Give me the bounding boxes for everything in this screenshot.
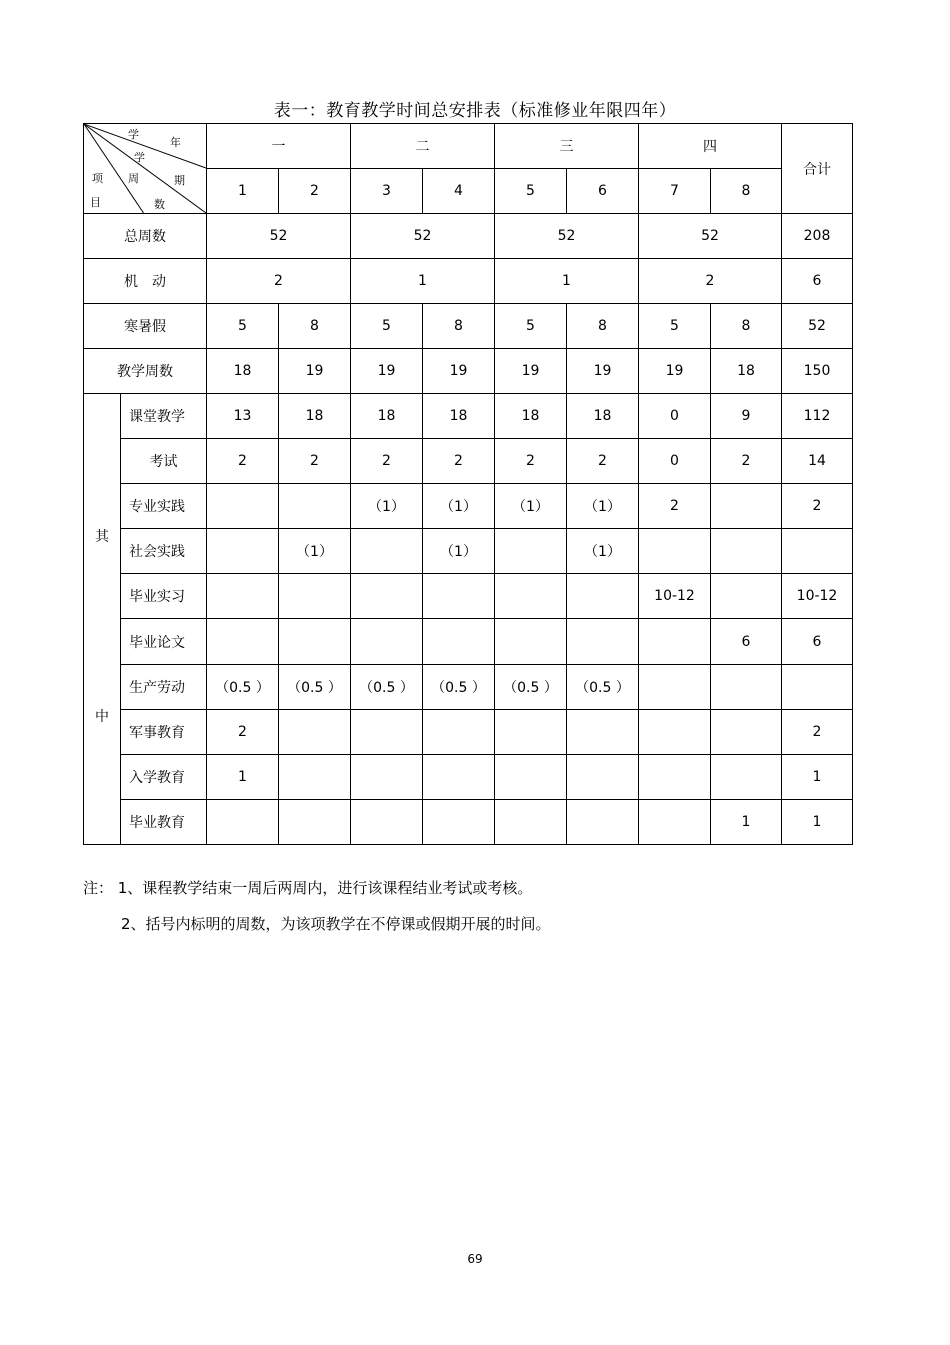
sub-row xyxy=(84,574,853,619)
table-cell xyxy=(207,619,279,664)
table-cell: 18 xyxy=(711,349,782,394)
table-cell xyxy=(495,709,567,754)
group-label-bottom: 中 xyxy=(95,709,109,725)
table-cell: 5 xyxy=(639,304,711,349)
page-number: 69 xyxy=(467,1252,483,1266)
sub-row-label: 考试 xyxy=(121,439,207,484)
table-cell: 2 xyxy=(279,439,351,484)
table-cell xyxy=(279,619,351,664)
total-cell: 2 xyxy=(782,709,853,754)
group-label-cell xyxy=(84,394,121,845)
sub-row xyxy=(84,484,853,529)
table-cell xyxy=(207,574,279,619)
table-cell xyxy=(495,619,567,664)
table-cell xyxy=(711,754,782,799)
table-cell: 5 xyxy=(495,304,567,349)
table-cell: 8 xyxy=(567,304,639,349)
table-cell: （0.5 ） xyxy=(351,664,423,709)
table-cell: 2 xyxy=(495,439,567,484)
semester-header: 6 xyxy=(567,169,639,214)
total-cell: 150 xyxy=(782,349,853,394)
row-label: 教学周数 xyxy=(84,349,207,394)
table-cell xyxy=(207,529,279,574)
row-label: 寒暑假 xyxy=(84,304,207,349)
sub-row-label: 毕业实习 xyxy=(121,574,207,619)
total-cell: 208 xyxy=(782,214,853,259)
table-title: 表一：教育教学时间总安排表（标准修业年限四年） xyxy=(273,101,677,121)
table-cell: （0.5 ） xyxy=(567,664,639,709)
total-cell: 2 xyxy=(782,484,853,529)
year-header: 一 xyxy=(207,124,351,169)
diagonal-header-cell xyxy=(84,124,207,214)
table-cell: 8 xyxy=(711,304,782,349)
table-cell xyxy=(495,799,567,844)
table-cell: （0.5 ） xyxy=(423,664,495,709)
table-cell: 6 xyxy=(711,619,782,664)
table-cell xyxy=(279,574,351,619)
table-cell: 8 xyxy=(423,304,495,349)
total-header: 合计 xyxy=(782,124,853,214)
total-cell: 14 xyxy=(782,439,853,484)
table-cell xyxy=(567,574,639,619)
table-cell: 52 xyxy=(207,214,351,259)
table-cell: 0 xyxy=(639,394,711,439)
table-cell: 19 xyxy=(567,349,639,394)
table-cell xyxy=(711,484,782,529)
table-cell: 5 xyxy=(351,304,423,349)
table-cell xyxy=(567,799,639,844)
sub-row-label: 毕业论文 xyxy=(121,619,207,664)
semester-header: 1 xyxy=(207,169,279,214)
sub-row xyxy=(84,709,853,754)
table-cell: 19 xyxy=(639,349,711,394)
table-cell xyxy=(639,799,711,844)
year-header: 三 xyxy=(495,124,639,169)
table-cell xyxy=(423,754,495,799)
total-cell: 1 xyxy=(782,799,853,844)
table-cell: 2 xyxy=(639,484,711,529)
table-cell: 18 xyxy=(495,394,567,439)
table-cell: 52 xyxy=(495,214,639,259)
table-cell: 2 xyxy=(351,439,423,484)
total-cell: 10-12 xyxy=(782,574,853,619)
year-header: 二 xyxy=(351,124,495,169)
group-label-top: 其 xyxy=(95,529,109,545)
table-cell: 0 xyxy=(639,439,711,484)
table-cell xyxy=(423,709,495,754)
sub-row xyxy=(84,394,853,439)
table-cell: 2 xyxy=(639,259,782,304)
table-cell xyxy=(423,619,495,664)
sub-row xyxy=(84,799,853,844)
semester-header: 3 xyxy=(351,169,423,214)
table-cell: 2 xyxy=(423,439,495,484)
diag-label-xue1: 学 xyxy=(128,128,139,141)
table-cell: 18 xyxy=(567,394,639,439)
table-cell xyxy=(495,754,567,799)
table-cell xyxy=(351,529,423,574)
total-cell xyxy=(782,664,853,709)
table-cell xyxy=(279,484,351,529)
total-cell: 1 xyxy=(782,754,853,799)
diag-label-shu: 数 xyxy=(154,198,165,211)
table-cell xyxy=(639,619,711,664)
diag-label-zhou: 周 xyxy=(128,172,139,185)
table-cell xyxy=(639,709,711,754)
row-holiday xyxy=(84,304,853,349)
row-teaching-weeks xyxy=(84,349,853,394)
diag-label-xue2: 学 xyxy=(134,151,145,164)
table-cell xyxy=(207,799,279,844)
table-cell: 19 xyxy=(279,349,351,394)
header-row-years xyxy=(84,124,853,169)
table-cell xyxy=(279,799,351,844)
table-cell: 2 xyxy=(207,709,279,754)
table-cell: 18 xyxy=(351,394,423,439)
total-cell: 6 xyxy=(782,259,853,304)
table-cell: （1） xyxy=(423,484,495,529)
sub-row xyxy=(84,619,853,664)
diag-label-xiang: 项 xyxy=(92,172,103,185)
total-cell: 112 xyxy=(782,394,853,439)
table-cell: 2 xyxy=(207,259,351,304)
sub-row-label: 入学教育 xyxy=(121,754,207,799)
table-cell xyxy=(423,574,495,619)
table-cell: 19 xyxy=(351,349,423,394)
table-cell: 19 xyxy=(423,349,495,394)
row-total-weeks xyxy=(84,214,853,259)
table-cell xyxy=(567,754,639,799)
table-cell: 1 xyxy=(495,259,639,304)
table-cell xyxy=(711,664,782,709)
table-cell: （1） xyxy=(423,529,495,574)
diag-label-mu: 目 xyxy=(90,196,101,209)
table-cell xyxy=(351,754,423,799)
table-cell: 2 xyxy=(711,439,782,484)
table-cell: 18 xyxy=(207,349,279,394)
table-cell: 52 xyxy=(351,214,495,259)
semester-header: 2 xyxy=(279,169,351,214)
table-cell xyxy=(639,754,711,799)
total-cell: 6 xyxy=(782,619,853,664)
table-cell xyxy=(351,574,423,619)
note-1: 注： 1、课程教学结束一周后两周内，进行该课程结业考试或考核。 xyxy=(83,879,533,897)
table-cell: 9 xyxy=(711,394,782,439)
sub-row-label: 课堂教学 xyxy=(121,394,207,439)
table-cell xyxy=(639,529,711,574)
table-cell: （0.5 ） xyxy=(279,664,351,709)
table-cell: 1 xyxy=(351,259,495,304)
table-cell: （0.5 ） xyxy=(495,664,567,709)
table-cell: （1） xyxy=(351,484,423,529)
table-cell xyxy=(207,484,279,529)
notes xyxy=(83,870,883,942)
diag-label-qi: 期 xyxy=(174,174,185,187)
total-cell: 52 xyxy=(782,304,853,349)
table-cell xyxy=(711,529,782,574)
diag-label-nian: 年 xyxy=(170,136,181,149)
table-cell: （1） xyxy=(279,529,351,574)
sub-row xyxy=(84,664,853,709)
table-cell xyxy=(495,574,567,619)
table-cell: （0.5 ） xyxy=(207,664,279,709)
sub-row xyxy=(84,754,853,799)
row-label: 机 动 xyxy=(84,259,207,304)
table-cell xyxy=(351,709,423,754)
semester-header: 8 xyxy=(711,169,782,214)
table-cell xyxy=(279,754,351,799)
total-cell xyxy=(782,529,853,574)
table-cell xyxy=(351,799,423,844)
semester-header: 7 xyxy=(639,169,711,214)
table-cell xyxy=(567,709,639,754)
table-cell xyxy=(351,619,423,664)
table-cell: 2 xyxy=(567,439,639,484)
table-cell: 1 xyxy=(207,754,279,799)
table-cell xyxy=(639,664,711,709)
table-cell: 19 xyxy=(495,349,567,394)
table-cell: 1 xyxy=(711,799,782,844)
year-header: 四 xyxy=(639,124,782,169)
sub-row-label: 生产劳动 xyxy=(121,664,207,709)
table-cell xyxy=(423,799,495,844)
table-cell: 18 xyxy=(279,394,351,439)
row-flex xyxy=(84,259,853,304)
table-cell: （1） xyxy=(567,484,639,529)
table-cell xyxy=(495,529,567,574)
semester-header: 4 xyxy=(423,169,495,214)
table-cell xyxy=(567,619,639,664)
table-cell: （1） xyxy=(567,529,639,574)
sub-row xyxy=(84,529,853,574)
table-cell: 10-12 xyxy=(639,574,711,619)
semester-header: 5 xyxy=(495,169,567,214)
schedule-table xyxy=(83,123,853,845)
sub-row-label: 社会实践 xyxy=(121,529,207,574)
table-cell: 8 xyxy=(279,304,351,349)
table-cell xyxy=(711,574,782,619)
sub-row-label: 专业实践 xyxy=(121,484,207,529)
sub-row-label: 军事教育 xyxy=(121,709,207,754)
table-cell: 2 xyxy=(207,439,279,484)
table-cell: （1） xyxy=(495,484,567,529)
table-cell xyxy=(711,709,782,754)
table-cell: 18 xyxy=(423,394,495,439)
table-cell: 52 xyxy=(639,214,782,259)
note-2: 2、括号内标明的周数，为该项教学在不停课或假期开展的时间。 xyxy=(121,915,551,933)
sub-row xyxy=(84,439,853,484)
table-cell: 13 xyxy=(207,394,279,439)
sub-row-label: 毕业教育 xyxy=(121,799,207,844)
table-cell xyxy=(279,709,351,754)
table-cell: 5 xyxy=(207,304,279,349)
row-label: 总周数 xyxy=(84,214,207,259)
